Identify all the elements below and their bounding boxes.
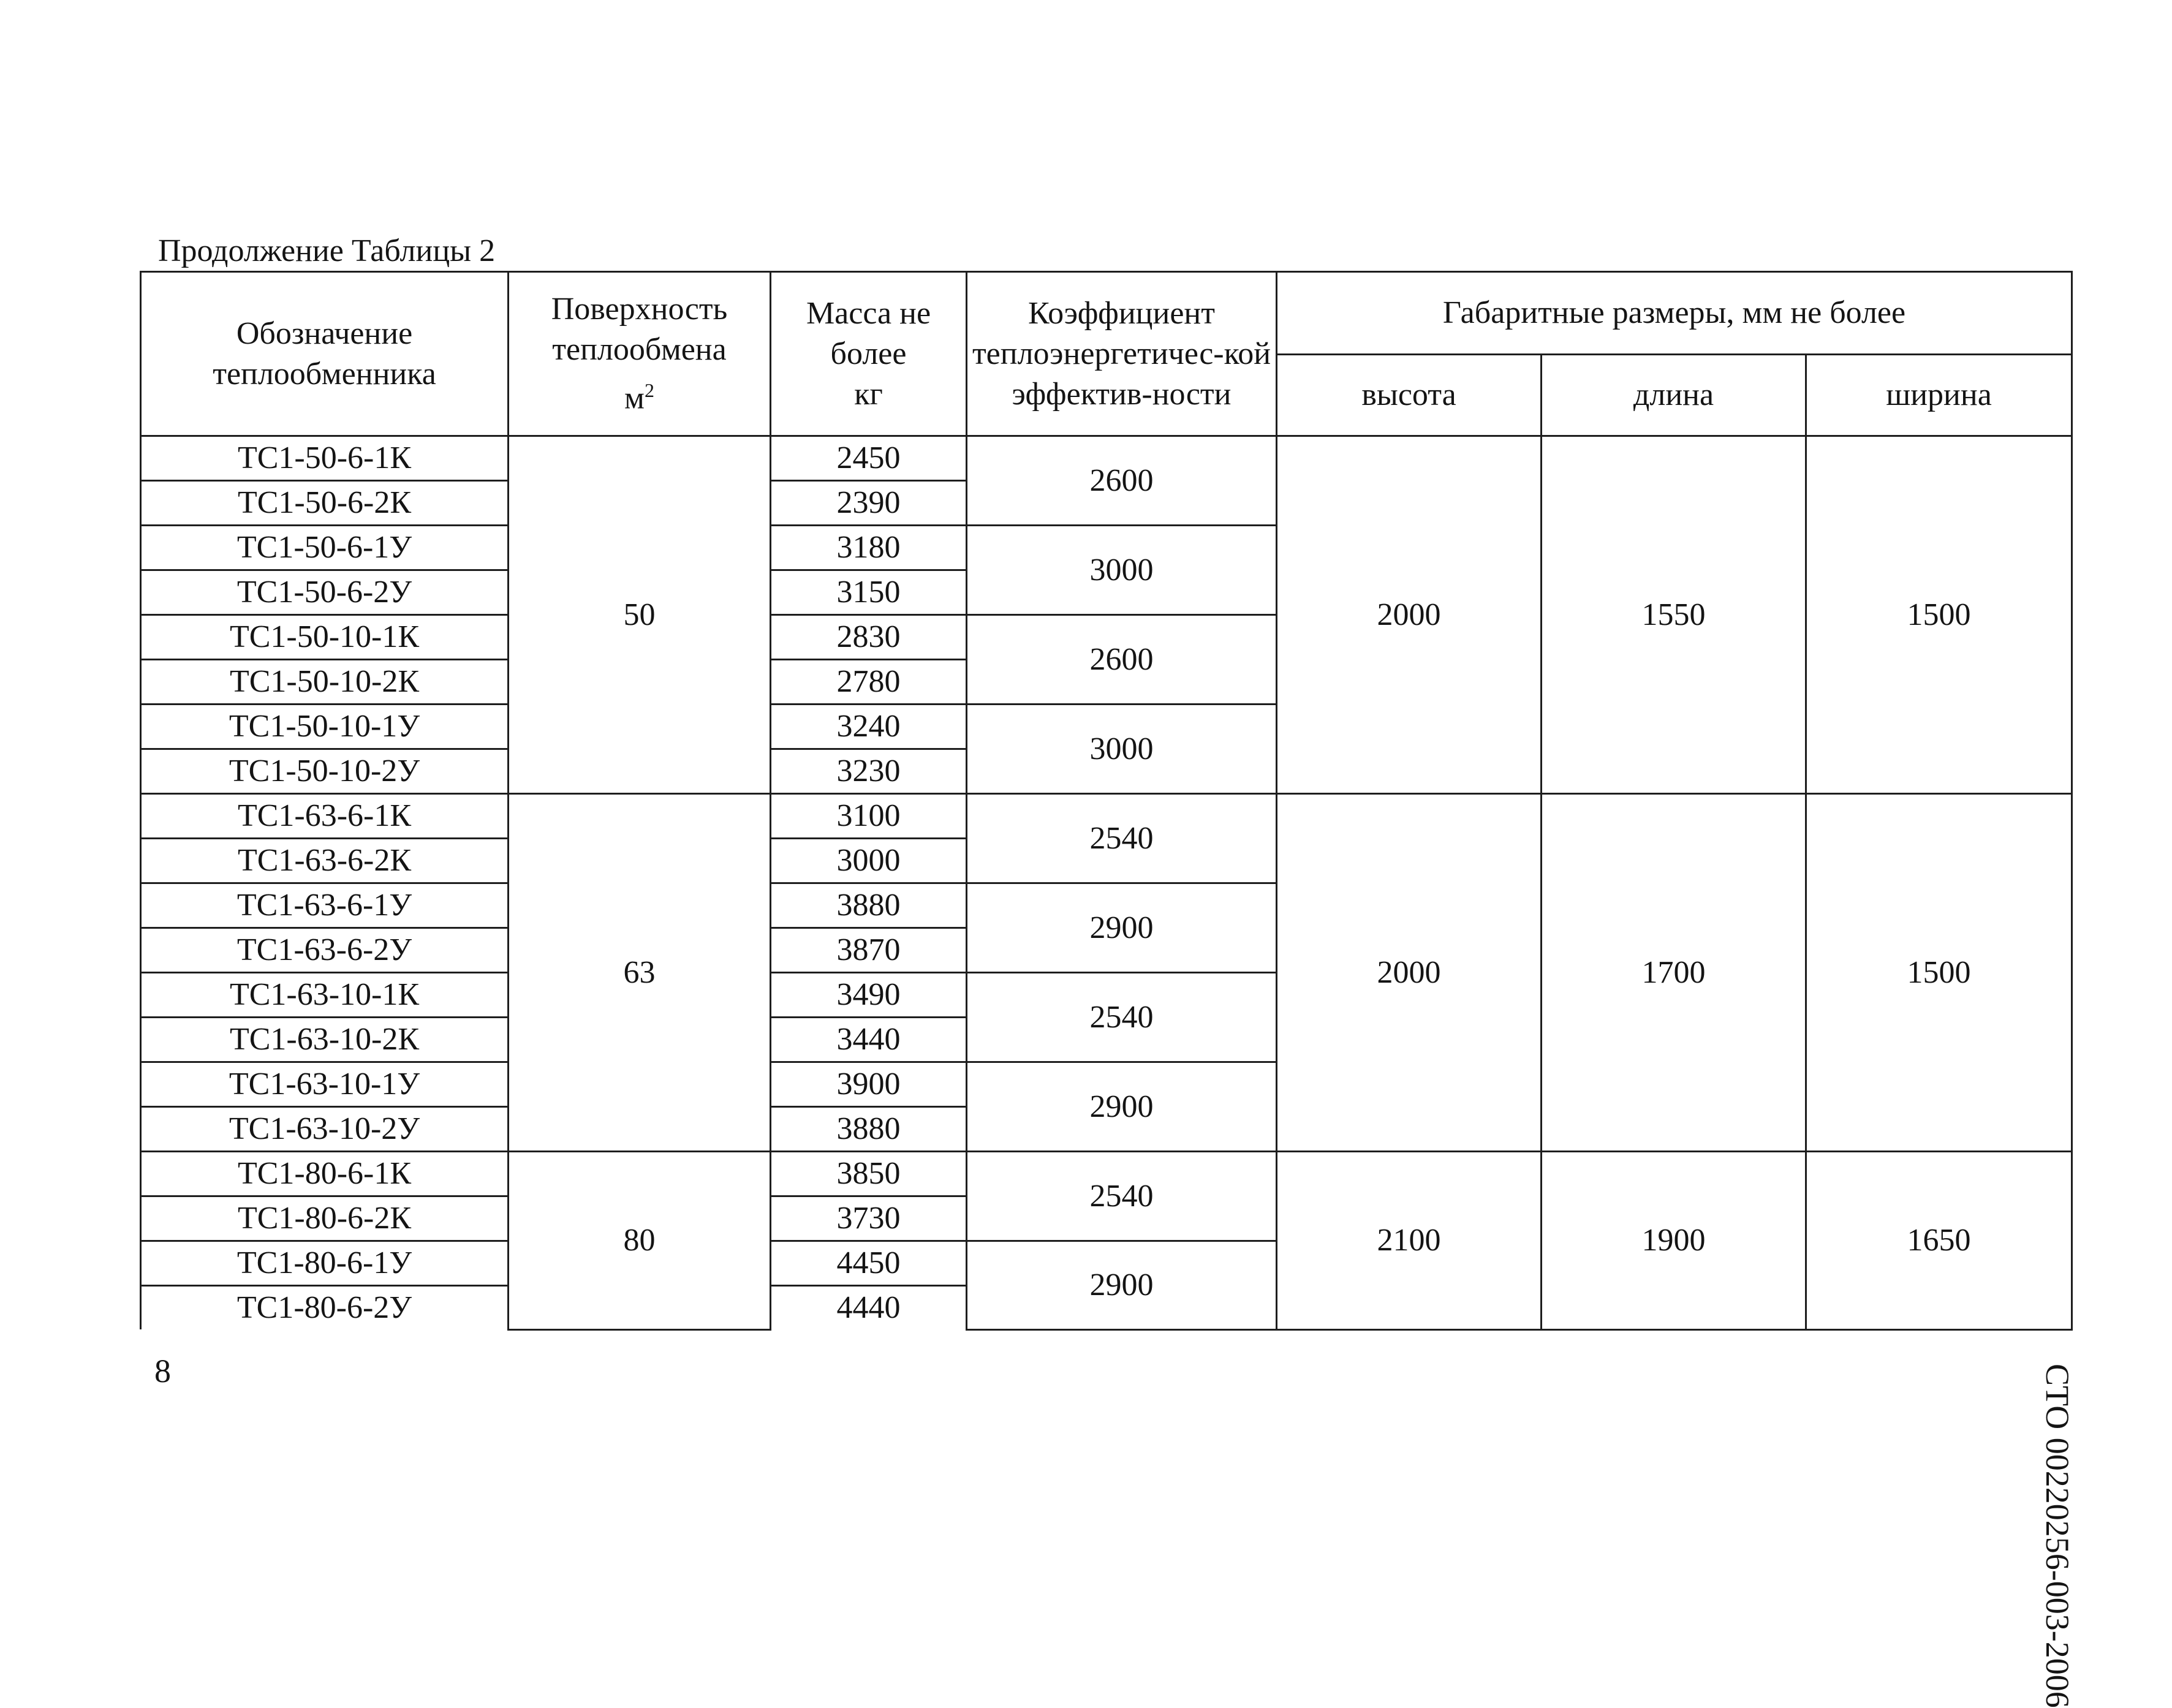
model-cell: ТС1-80-6-2У [141,1286,509,1330]
mass-cell: 2450 [771,436,967,481]
coefficient-cell: 2900 [967,1241,1277,1330]
height-cell: 2000 [1277,436,1542,794]
coefficient-cell: 2540 [967,973,1277,1062]
mass-cell: 2780 [771,660,967,705]
model-cell: ТС1-63-10-1У [141,1062,509,1107]
coefficient-cell: 2540 [967,1152,1277,1241]
length-cell: 1550 [1542,436,1806,794]
surface-cell: 63 [509,794,771,1152]
coefficient-cell: 2900 [967,1062,1277,1152]
model-cell: ТС1-50-10-1К [141,615,509,660]
document-code: СТО 00220256-003-2006 [2039,1364,2076,1708]
page-number: 8 [154,1353,171,1389]
mass-cell: 4450 [771,1241,967,1286]
width-cell: 1650 [1806,1152,2072,1330]
height-cell: 2000 [1277,794,1542,1152]
table-row [141,436,2072,481]
length-cell: 1900 [1542,1152,1806,1330]
model-cell: ТС1-80-6-1У [141,1241,509,1286]
mass-cell: 4440 [771,1286,967,1330]
model-cell: ТС1-63-6-1К [141,794,509,839]
header-length: длина [1542,355,1806,436]
mass-cell: 3150 [771,570,967,615]
model-cell: ТС1-50-10-2У [141,749,509,794]
table-row [141,1152,2072,1196]
table-row [141,794,2072,839]
mass-cell: 3880 [771,1107,967,1152]
header-surface-unit-exp: 2 [644,379,654,401]
coefficient-cell: 3000 [967,526,1277,615]
header-mass-label: Масса не более [806,295,931,371]
header-designation: Обозначение теплообменника [141,272,509,436]
model-cell: ТС1-50-6-2У [141,570,509,615]
model-cell: ТС1-50-6-1К [141,436,509,481]
header-width: ширина [1806,355,2072,436]
width-cell: 1500 [1806,436,2072,794]
model-cell: ТС1-80-6-2К [141,1196,509,1241]
model-cell: ТС1-63-10-2У [141,1107,509,1152]
header-height: высота [1277,355,1542,436]
mass-cell: 3490 [771,973,967,1018]
coefficient-cell: 2540 [967,794,1277,883]
mass-cell: 3240 [771,705,967,749]
header-surface-unit: м [624,380,645,416]
surface-cell: 80 [509,1152,771,1330]
mass-cell: 3440 [771,1018,967,1062]
header-coefficient: Коэффициент теплоэнергетичес-кой эффектив-ности [967,272,1277,436]
coefficient-cell: 2600 [967,436,1277,526]
mass-cell: 3230 [771,749,967,794]
coefficient-cell: 3000 [967,705,1277,794]
mass-cell: 3870 [771,928,967,973]
height-cell: 2100 [1277,1152,1542,1330]
header-dimensions: Габаритные размеры, мм не более [1277,272,2072,355]
table-caption: Продолжение Таблицы 2 [158,233,496,268]
header-surface [509,272,771,436]
surface-cell: 50 [509,436,771,794]
mass-cell: 3900 [771,1062,967,1107]
mass-cell: 3850 [771,1152,967,1196]
coefficient-cell: 2600 [967,615,1277,705]
model-cell: ТС1-63-6-1У [141,883,509,928]
heat-exchanger-spec-table [140,271,2073,1331]
header-mass [771,272,967,436]
header-mass-unit: кг [854,376,883,412]
model-cell: ТС1-80-6-1К [141,1152,509,1196]
mass-cell: 2830 [771,615,967,660]
model-cell: ТС1-63-6-2К [141,839,509,883]
model-cell: ТС1-50-10-1У [141,705,509,749]
length-cell: 1700 [1542,794,1806,1152]
mass-cell: 3730 [771,1196,967,1241]
mass-cell: 3000 [771,839,967,883]
header-surface-label: Поверхность теплообмена [551,291,728,367]
width-cell: 1500 [1806,794,2072,1152]
model-cell: ТС1-63-6-2У [141,928,509,973]
mass-cell: 2390 [771,481,967,526]
model-cell: ТС1-50-6-2К [141,481,509,526]
mass-cell: 3100 [771,794,967,839]
mass-cell: 3180 [771,526,967,570]
model-cell: ТС1-50-6-1У [141,526,509,570]
model-cell: ТС1-50-10-2К [141,660,509,705]
table-body [141,436,2072,1330]
model-cell: ТС1-63-10-2К [141,1018,509,1062]
mass-cell: 3880 [771,883,967,928]
model-cell: ТС1-63-10-1К [141,973,509,1018]
coefficient-cell: 2900 [967,883,1277,973]
